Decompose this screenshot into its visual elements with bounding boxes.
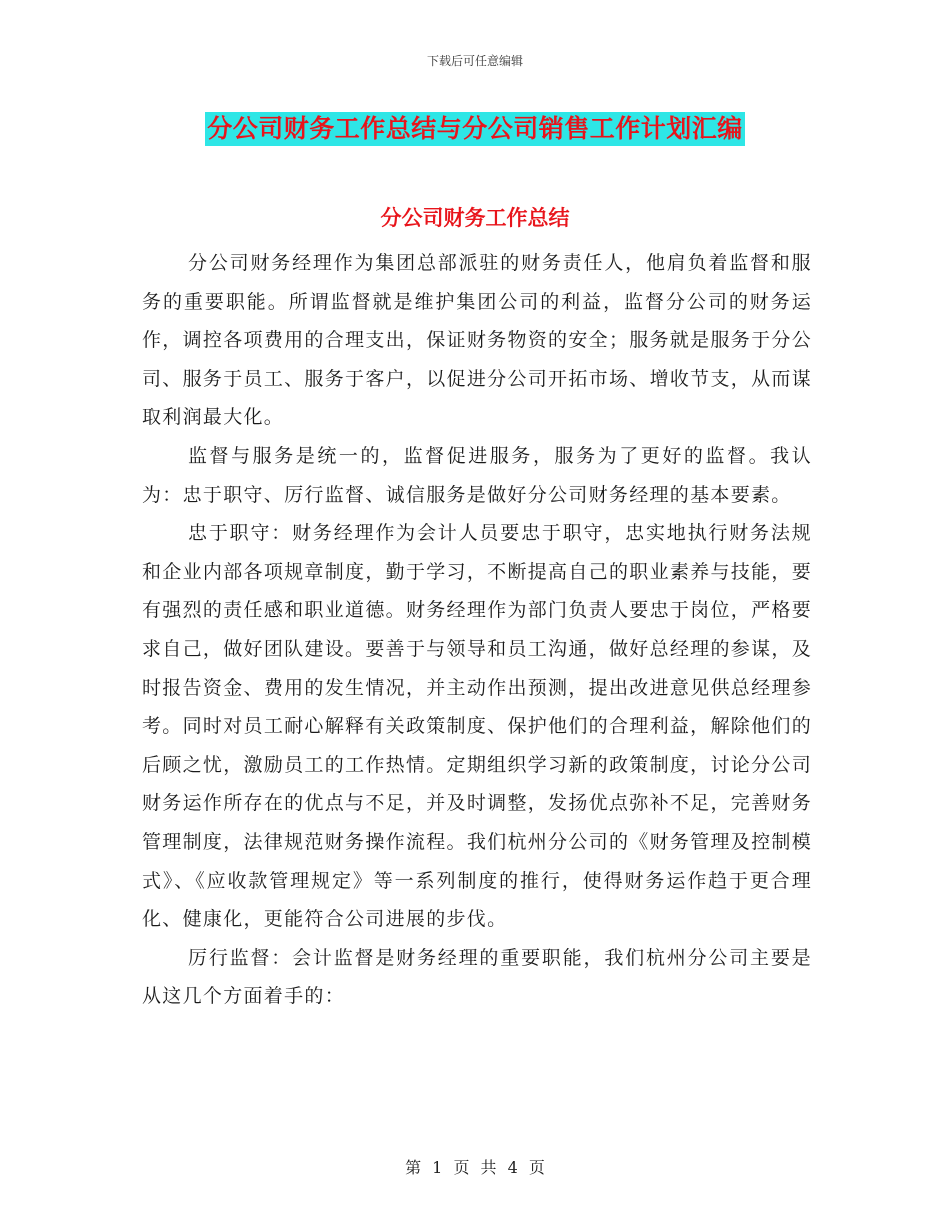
section-title: 分公司财务工作总结 — [380, 206, 570, 230]
paragraph: 分公司财务经理作为集团总部派驻的财务责任人，他肩负着监督和服务的重要职能。所谓监督就是维护集团公司的利益，监督分公司的财务运作，调控各项费用的合理支出，保证财务物资的安全；服务就是服务于分公司、服务于员工、服务于客户，以促进分公司开拓市场、增收节支，从而谋取利润最大化。 — [142, 252, 812, 429]
document-title — [0, 112, 950, 146]
page-number: 第 1 页 共 4 页 — [405, 1158, 545, 1177]
paragraph: 厉行监督：会计监督是财务经理的重要职能，我们杭州分公司主要是从这几个方面着手的： — [142, 946, 812, 1008]
header-note: 下载后可任意编辑 — [426, 54, 523, 68]
paragraph: 忠于职守：财务经理作为会计人员要忠于职守，忠实地执行财务法规和企业内部各项规章制度，勤于学习，不断提高自己的职业素养与技能，要有强烈的责任感和职业道德。财务经理作为部门负责人要忠于岗位，严格要求自己，做好团队建设。要善于与领导和员工沟通，做好总经理的参谋，及时报告资金、费用的发生情况，并主动作出预测，提出改进意见供总经理参考。同时对员工耐心解释有关政策制度、保护他们的合理利益，解除他们的后顾之忧，激励员工的工作热情。定期组织学习新的政策制度，讨论分公司财务运作所存在的优点与不足，并及时调整，发扬优点弥补不足，完善财务管理制度，法律规范财务操作流程。我们杭州分公司的《财务管理及控制模式》、《应收款管理规定》等一系列制度的推行，使得财务运作趋于更合理化、健康化，更能符合公司进展的步伐。 — [142, 522, 812, 931]
document-title-text: 分公司财务工作总结与分公司销售工作计划汇编 — [205, 112, 745, 146]
paragraph: 监督与服务是统一的，监督促进服务，服务为了更好的监督。我认为：忠于职守、厉行监督、诚信服务是做好分公司财务经理的基本要素。 — [142, 444, 812, 506]
document-body — [142, 244, 812, 1016]
